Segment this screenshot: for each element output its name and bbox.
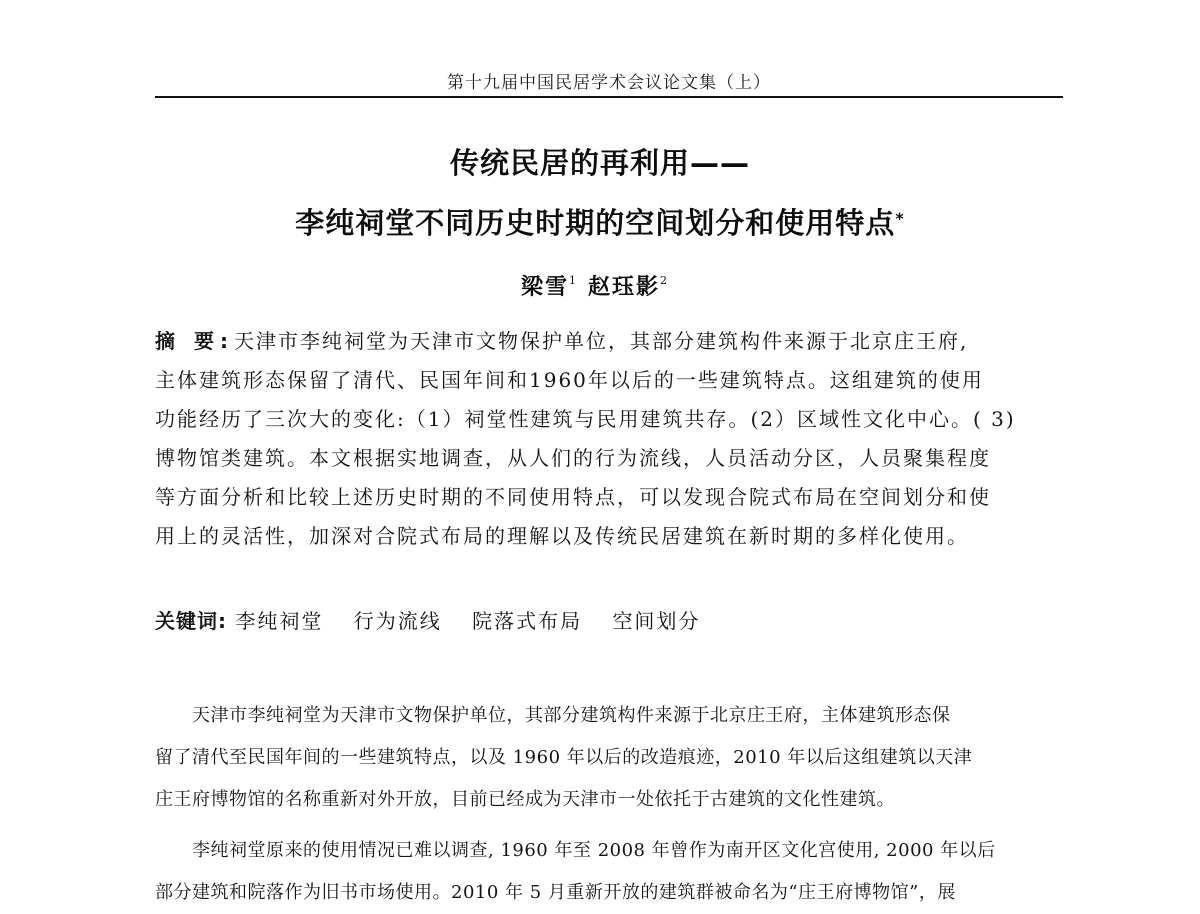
- keyword: 院落式布局: [472, 609, 583, 633]
- running-header: 第十九届中国民居学术会议论文集（上）: [447, 73, 771, 93]
- abstract-line: 等方面分析和比较上述历史时期的不同使用特点，可以发现合院式布局在空间划分和使: [155, 485, 991, 509]
- keyword: 行为流线: [353, 609, 442, 633]
- keywords-label: 关键词:: [155, 609, 227, 633]
- title-footnote-mark: *: [895, 209, 905, 228]
- body-paragraph: [155, 695, 1063, 821]
- title-line-2-text: 李纯祠堂不同历史时期的空间划分和使用特点: [295, 206, 896, 240]
- abstract: [155, 322, 1063, 556]
- abstract-line: 用上的灵活性，加深对合院式布局的理解以及传统民居建筑在新时期的多样化使用。: [155, 524, 969, 548]
- author-affiliation-mark: 1: [569, 274, 578, 287]
- body-line: 天津市李纯祠堂为天津市文物保护单位，其部分建筑构件来源于北京庄王府，主体建筑形态保: [155, 705, 951, 726]
- body-line: 留了清代至民国年间的一些建筑特点，以及 1960 年以后的改造痕迹，2010 年以后这组建筑以天津: [155, 747, 973, 768]
- author-affiliation-mark: 2: [660, 274, 670, 287]
- abstract-line: [155, 322, 1063, 361]
- abstract-line: 功能经历了三次大的变化:（1）祠堂性建筑与民用建筑共存。(2）区域性文化中心。( 3): [155, 407, 1016, 431]
- keyword: 空间划分: [612, 609, 701, 633]
- abstract-line-text: 天津市李纯祠堂为天津市文物保护单位，其部分建筑构件来源于北京庄王府,: [233, 329, 969, 353]
- abstract-label: 摘 要:: [155, 329, 234, 353]
- body-line: 部分建筑和院落作为旧书市场使用。2010 年 5 月重新开放的建筑群被命名为“庄王府博物馆”，展: [155, 882, 956, 903]
- title-line-1: 传统民居的再利用——: [449, 146, 750, 180]
- body-line: 庄王府博物馆的名称重新对外开放，目前已经成为天津市一处依托于古建筑的文化性建筑。: [155, 789, 895, 810]
- author-name: 赵珏影: [588, 274, 661, 300]
- abstract-line: 主体建筑形态保留了清代、民国年间和1960年以后的一些建筑特点。这组建筑的使用: [155, 368, 984, 392]
- body-line: 李纯祠堂原来的使用情况已难以调查, 1960 年至 2008 年曾作为南开区文化宫使用, 2000 年以后: [155, 840, 996, 861]
- title-line-2: [0, 203, 1200, 243]
- abstract-line: 博物馆类建筑。本文根据实地调查，从人们的行为流线，人员活动分区，人员聚集程度: [155, 446, 991, 470]
- author-list: [0, 271, 1200, 307]
- keyword: 李纯祠堂: [235, 609, 324, 633]
- header-rule: [155, 96, 1063, 98]
- body-paragraph: [155, 830, 1063, 914]
- keywords: [155, 603, 1063, 639]
- author-name: 梁雪: [520, 274, 569, 300]
